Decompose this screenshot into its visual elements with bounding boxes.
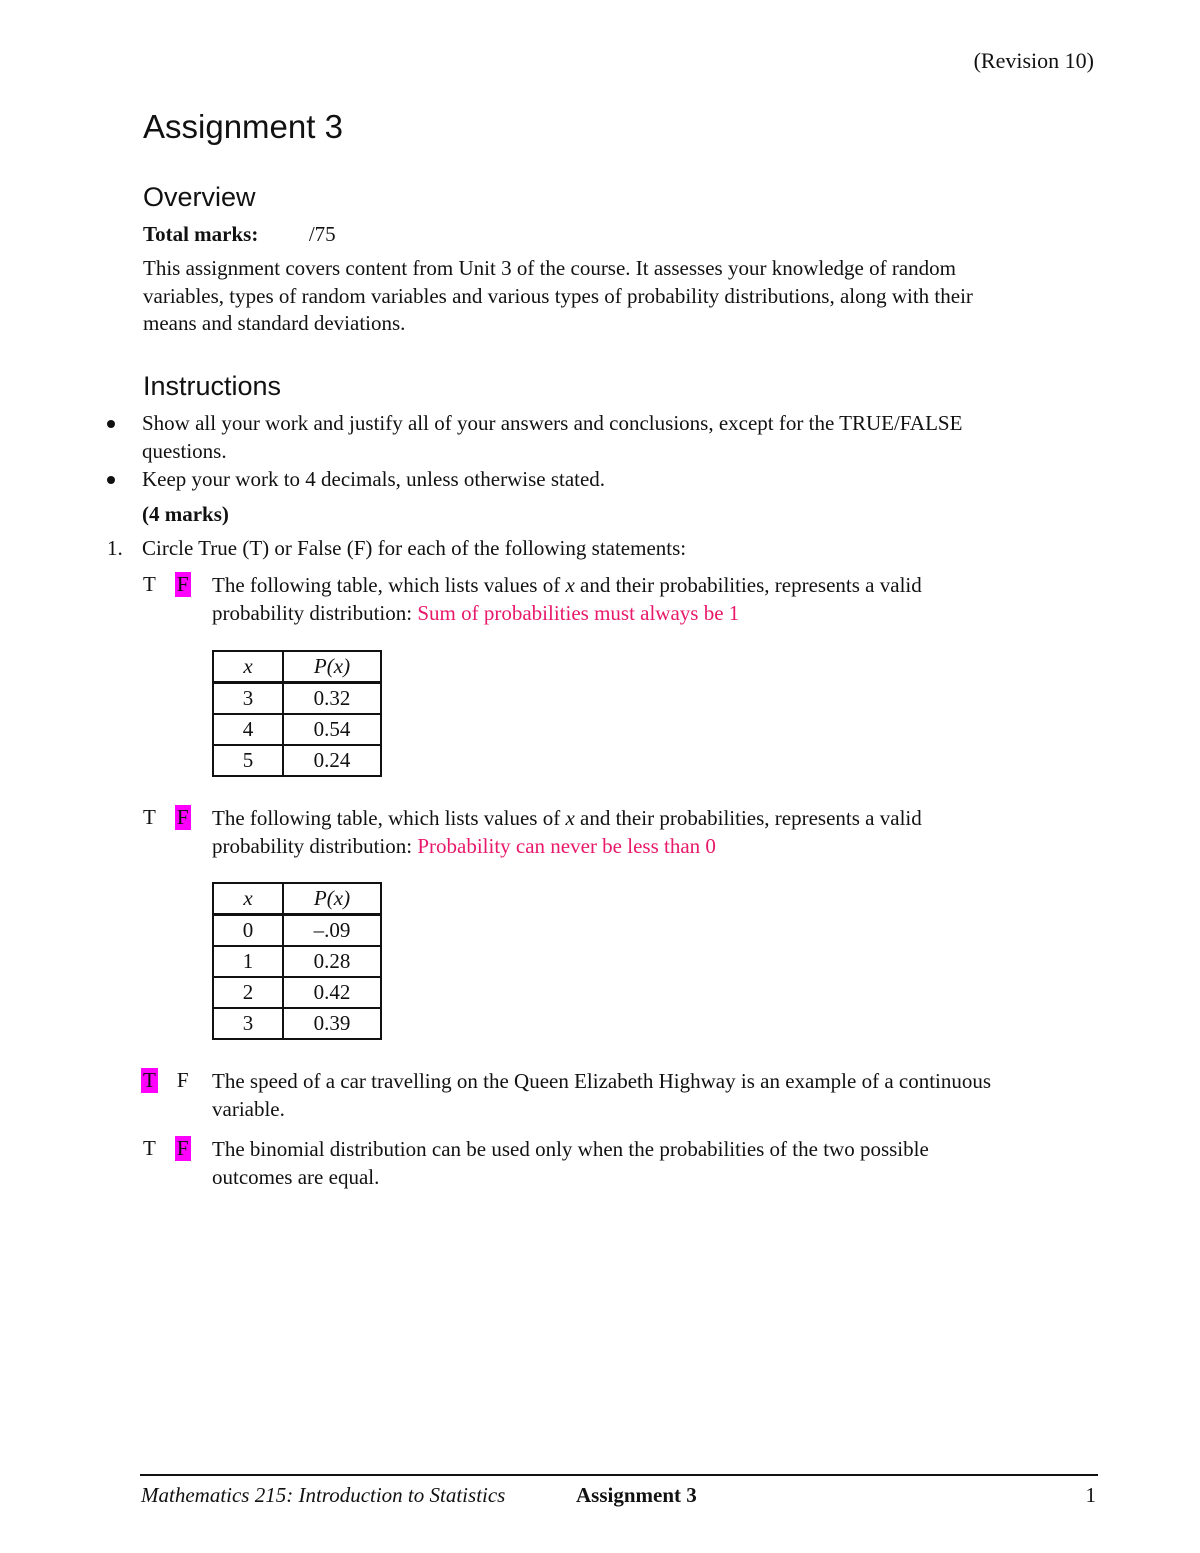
tf-options (141, 1136, 191, 1161)
true-option[interactable]: T (143, 805, 156, 829)
footer-assignment: Assignment 3 (576, 1483, 697, 1507)
table-row (213, 915, 381, 947)
true-option[interactable]: T (143, 572, 156, 596)
overview-line: variables, types of random variables and various types of probability distributions, along with their (143, 283, 973, 308)
table-cell: 0.28 (283, 946, 381, 977)
overview-line: This assignment covers content from Unit 3 of the course. It assesses your knowledge of random (143, 256, 956, 280)
total-marks-value: /75 (308, 222, 336, 246)
table-header: P(x) (283, 883, 381, 915)
statement-prefix: probability distribution: (212, 600, 418, 625)
table-row (213, 977, 381, 1008)
bullet-line: questions. (142, 438, 227, 463)
overview-heading: Overview (143, 182, 256, 212)
statement-line: outcomes are equal. (212, 1164, 380, 1189)
table-row (213, 745, 381, 776)
question-prompt: Circle True (T) or False (F) for each of the following statements: (142, 536, 687, 560)
table-row (213, 1008, 381, 1039)
table-cell: 0 (213, 915, 283, 947)
statement (212, 1068, 1102, 1123)
statement-line: variable. (212, 1096, 285, 1121)
footer-course: Mathematics 215: Introduction to Statistics (141, 1483, 506, 1507)
probability-table (212, 650, 382, 777)
table-cell: 0.39 (283, 1008, 381, 1039)
total-marks (143, 220, 336, 248)
statement (212, 1136, 1102, 1191)
table-row (213, 714, 381, 745)
table-row (213, 946, 381, 977)
statement-line: The speed of a car travelling on the Queen Elizabeth Highway is an example of a continuous (212, 1069, 992, 1093)
false-option-circled[interactable]: F (176, 572, 189, 596)
answer-annotation: Probability can never be less than 0 (417, 833, 716, 858)
table-cell: 0.42 (283, 977, 381, 1008)
table-header: x (213, 883, 283, 915)
page-title: Assignment 3 (143, 108, 343, 145)
table-header: P(x) (283, 651, 381, 683)
table-row (213, 683, 381, 715)
statement-line (212, 600, 1102, 628)
table-cell: 0.54 (283, 714, 381, 745)
statement (212, 805, 1102, 860)
bullet-icon (107, 476, 115, 484)
statement (212, 572, 1102, 627)
revision-label: (Revision 10) (973, 48, 1094, 73)
table-cell: 5 (213, 745, 283, 776)
answer-annotation: Sum of probabilities must always be 1 (417, 600, 740, 625)
bullet-icon (107, 420, 115, 428)
table-cell: 3 (213, 1008, 283, 1039)
statement-prefix: probability distribution: (212, 833, 418, 858)
table-cell: –.09 (283, 915, 381, 947)
table-header: x (213, 651, 283, 683)
table-cell: 3 (213, 683, 283, 715)
statement-line: The following table, which lists values of x and their probabilities, represents a valid (212, 806, 922, 830)
tf-options (141, 1068, 191, 1093)
statement-line: The binomial distribution can be used only when the probabilities of the two possible (212, 1137, 929, 1161)
statement-line: The following table, which lists values of x and their probabilities, represents a valid (212, 573, 922, 597)
table-cell: 4 (213, 714, 283, 745)
false-option-circled[interactable]: F (176, 1136, 189, 1160)
false-option[interactable]: F (176, 1068, 189, 1092)
tf-options (141, 805, 191, 830)
page-number: 1 (1085, 1483, 1096, 1507)
tf-options (141, 572, 191, 597)
true-option-circled[interactable]: T (143, 1068, 156, 1092)
overview-paragraph (143, 255, 1093, 338)
table-cell: 2 (213, 977, 283, 1008)
instruction-bullet (142, 410, 1092, 465)
bullet-line: Show all your work and justify all of your answers and conclusions, except for the TRUE/FALSE (142, 411, 963, 435)
table-cell: 0.24 (283, 745, 381, 776)
false-option-circled[interactable]: F (176, 805, 189, 829)
true-option[interactable]: T (143, 1136, 156, 1160)
instruction-bullet (142, 466, 1092, 494)
table-cell: 0.32 (283, 683, 381, 715)
bullet-line: Keep your work to 4 decimals, unless otherwise stated. (142, 467, 606, 491)
footer-divider (140, 1474, 1098, 1476)
statement-line (212, 833, 1102, 861)
instructions-heading: Instructions (143, 371, 282, 401)
total-marks-label: Total marks: (143, 222, 259, 246)
question-number: 1. (107, 536, 123, 560)
overview-line: means and standard deviations. (143, 311, 406, 335)
probability-table (212, 882, 382, 1040)
table-cell: 1 (213, 946, 283, 977)
marks-note: (4 marks) (142, 502, 229, 526)
